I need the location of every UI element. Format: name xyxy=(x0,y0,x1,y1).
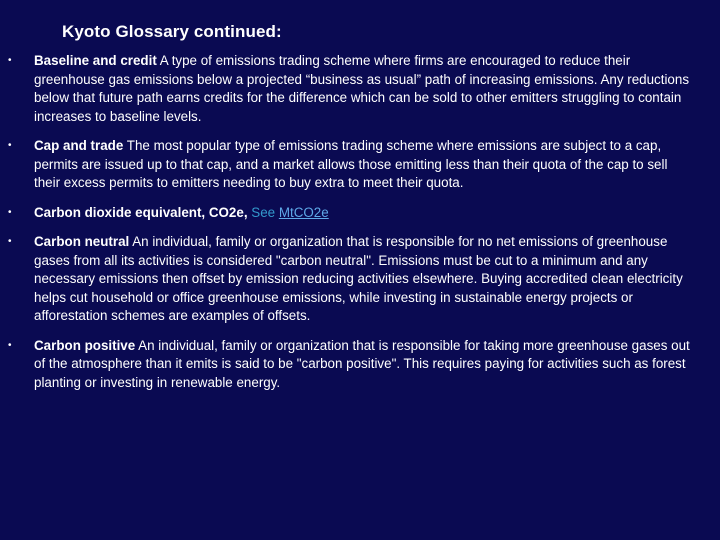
glossary-list xyxy=(0,52,720,403)
mtco2e-link[interactable]: MtCO2e xyxy=(278,204,329,220)
glossary-entry-carbon-neutral xyxy=(0,233,720,326)
bullet-icon: • xyxy=(8,55,12,66)
glossary-term: Carbon dioxide equivalent, CO2e, xyxy=(34,204,248,220)
bullet-icon: • xyxy=(8,206,12,218)
glossary-term: Carbon neutral xyxy=(34,234,130,249)
glossary-entry-baseline-and-credit xyxy=(0,52,720,126)
glossary-definition: An individual, family or organization that is responsible for taking more greenhouse gases out of the atmosphere than it emits is said to be "carbon positive". This requires paying for activities such as forest planting or investing in renewable energy. xyxy=(34,337,690,390)
glossary-entry-cap-and-trade xyxy=(0,137,720,193)
glossary-term: Carbon positive xyxy=(34,337,136,353)
see-reference-label: See xyxy=(247,204,279,220)
bullet-icon: • xyxy=(8,339,12,351)
glossary-definition: The most popular type of emissions trading scheme where emissions are subject to a cap, permits are issued up to that cap, and a market allows those emitting less than their quota of the cap to sell their excess permits to emitters needing to buy extra to meet their quota. xyxy=(34,138,668,190)
glossary-entry-carbon-dioxide-equivalent xyxy=(0,204,720,223)
glossary-entry-carbon-positive xyxy=(0,337,720,393)
glossary-definition: A type of emissions trading scheme where firms are encouraged to reduce their greenhouse gas emissions below a projected “business as usual” path of increasing emissions. Any reductions below that future path earns credits for the difference which can be sold to other emitters struggling to contain increases to baseline levels. xyxy=(34,53,690,124)
glossary-term: Baseline and credit xyxy=(34,53,157,68)
slide-title: Kyoto Glossary continued: xyxy=(62,22,282,41)
glossary-definition: An individual, family or organization that is responsible for no net emissions of greenhouse gases from all its activities is considered "carbon neutral". Emissions must be cut to a minimum and any necessary emissions then offset by emission reducing activities elsewhere. Buying accredited clean electricity helps cut household or office greenhouse emissions, while investing in sustainable energy projects or afforestation schemes are examples of offsets. xyxy=(34,234,683,323)
glossary-term: Cap and trade xyxy=(34,138,124,153)
bullet-icon: • xyxy=(8,140,12,151)
bullet-icon: • xyxy=(8,236,12,247)
